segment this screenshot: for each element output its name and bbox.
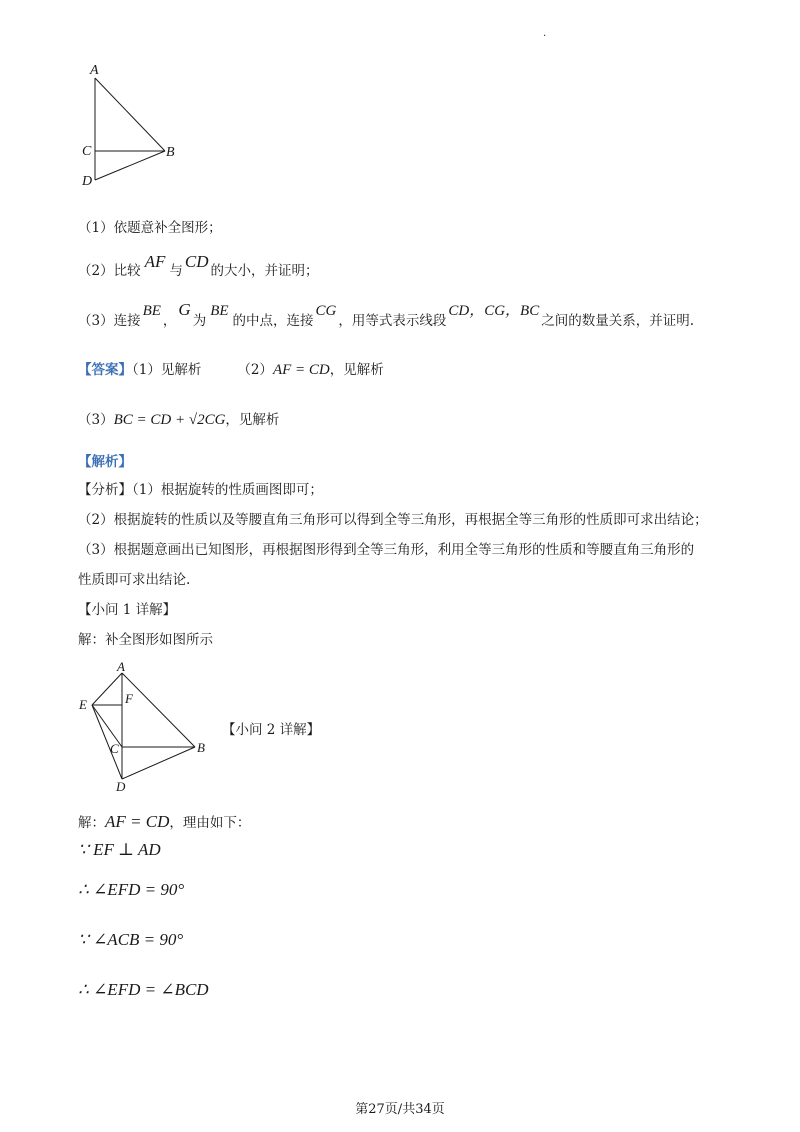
- answer-2-suffix: ，见解析: [329, 362, 384, 378]
- answer-3-row: [78, 410, 279, 430]
- fig2-label-f: F: [125, 691, 133, 706]
- q3-suffix: 之间的数量关系，并证明.: [541, 313, 695, 329]
- q3-prefix: （3）连接: [78, 313, 141, 329]
- proof-step-2: ∴ ∠EFD = 90°: [78, 880, 185, 899]
- question-1: （1）依题意补全图形；: [78, 220, 222, 236]
- sub2-suffix: ，理由如下：: [169, 815, 251, 831]
- figure-2: [70, 655, 220, 795]
- q2-suffix: 的大小，并证明；: [210, 263, 319, 279]
- q3-mid2: ，用等式表示线段: [338, 313, 447, 329]
- answer-3-suffix: ，见解析: [225, 412, 280, 428]
- q2-cd: CD: [184, 252, 209, 271]
- sub2-math: AF = CD: [105, 812, 170, 831]
- sub1-solution: 解：补全图形如图所示: [78, 632, 213, 648]
- q3-g: G: [178, 300, 191, 319]
- answer-3-math: BC = CD + √2CG: [113, 412, 226, 428]
- fig1-label-c: C: [82, 144, 92, 159]
- answer-3-prefix: （3）: [78, 412, 114, 428]
- q2-af: AF: [144, 252, 166, 271]
- analysis-tag: 【解析】: [78, 454, 132, 470]
- q3-segments: CD，CG，BC: [448, 303, 540, 319]
- q3-be2: BE: [210, 303, 229, 319]
- fig2-label-d: D: [116, 779, 126, 794]
- fig2-label-e: E: [79, 697, 87, 712]
- answer-tag: 【答案】: [78, 362, 132, 378]
- answer-1: （1）见解析: [132, 362, 202, 378]
- fig2-label-a: A: [117, 659, 125, 674]
- question-3: [78, 300, 695, 331]
- sub2-title: 【小问 2 详解】: [222, 722, 321, 738]
- fig1-label-b: B: [166, 145, 175, 160]
- sub1-title: 【小问 1 详解】: [78, 602, 177, 618]
- fig1-seg-db: [95, 151, 165, 180]
- q3-mid: 的中点，连接: [232, 313, 314, 329]
- fig1-seg-ab: [95, 78, 165, 151]
- analysis-line-2: （2）根据旋转的性质以及等腰直角三角形可以得到全等三角形，再根据全等三角形的性质即可求出结论；: [78, 512, 708, 528]
- proof-step-4: ∴ ∠EFD = ∠BCD: [78, 980, 209, 999]
- fig1-label-a: A: [90, 63, 99, 78]
- sub2-prefix: 解：: [78, 815, 105, 831]
- page-number: 第27页/共34页: [355, 1102, 445, 1117]
- q2-mid: 与: [169, 263, 183, 279]
- proof-step-1: ∵ EF ⊥ AD: [78, 840, 161, 859]
- question-2: [78, 252, 319, 281]
- figure-1: [70, 55, 200, 195]
- q3-wei: 为: [192, 313, 207, 329]
- sub2-solution: [78, 812, 250, 833]
- q3-comma: ，: [162, 313, 177, 329]
- analysis-line-3a: （3）根据题意画出已知图形，再根据图形得到全等三角形，利用全等三角形的性质和等腰直角三角形的: [78, 542, 695, 558]
- fig2-label-b: B: [197, 740, 205, 755]
- answer-2-math: AF = CD: [272, 362, 330, 378]
- answer-row: [78, 360, 384, 380]
- answer-2-prefix: （2）: [237, 362, 273, 378]
- fig2-seg-db: [122, 747, 195, 779]
- q3-cg: CG: [315, 303, 337, 319]
- fig1-label-d: D: [82, 174, 93, 189]
- top-dot: .: [543, 28, 547, 39]
- proof-step-3: ∵ ∠ACB = 90°: [78, 930, 184, 949]
- fig2-seg-ea: [92, 673, 122, 705]
- fig2-label-c: C: [110, 741, 119, 756]
- analysis-line-1: 【分析】（1）根据旋转的性质画图即可；: [78, 482, 323, 498]
- q3-be: BE: [142, 303, 161, 319]
- analysis-line-3b: 性质即可求出结论.: [78, 572, 191, 588]
- fig2-seg-ab: [122, 673, 195, 747]
- q2-prefix: （2）比较: [78, 263, 141, 279]
